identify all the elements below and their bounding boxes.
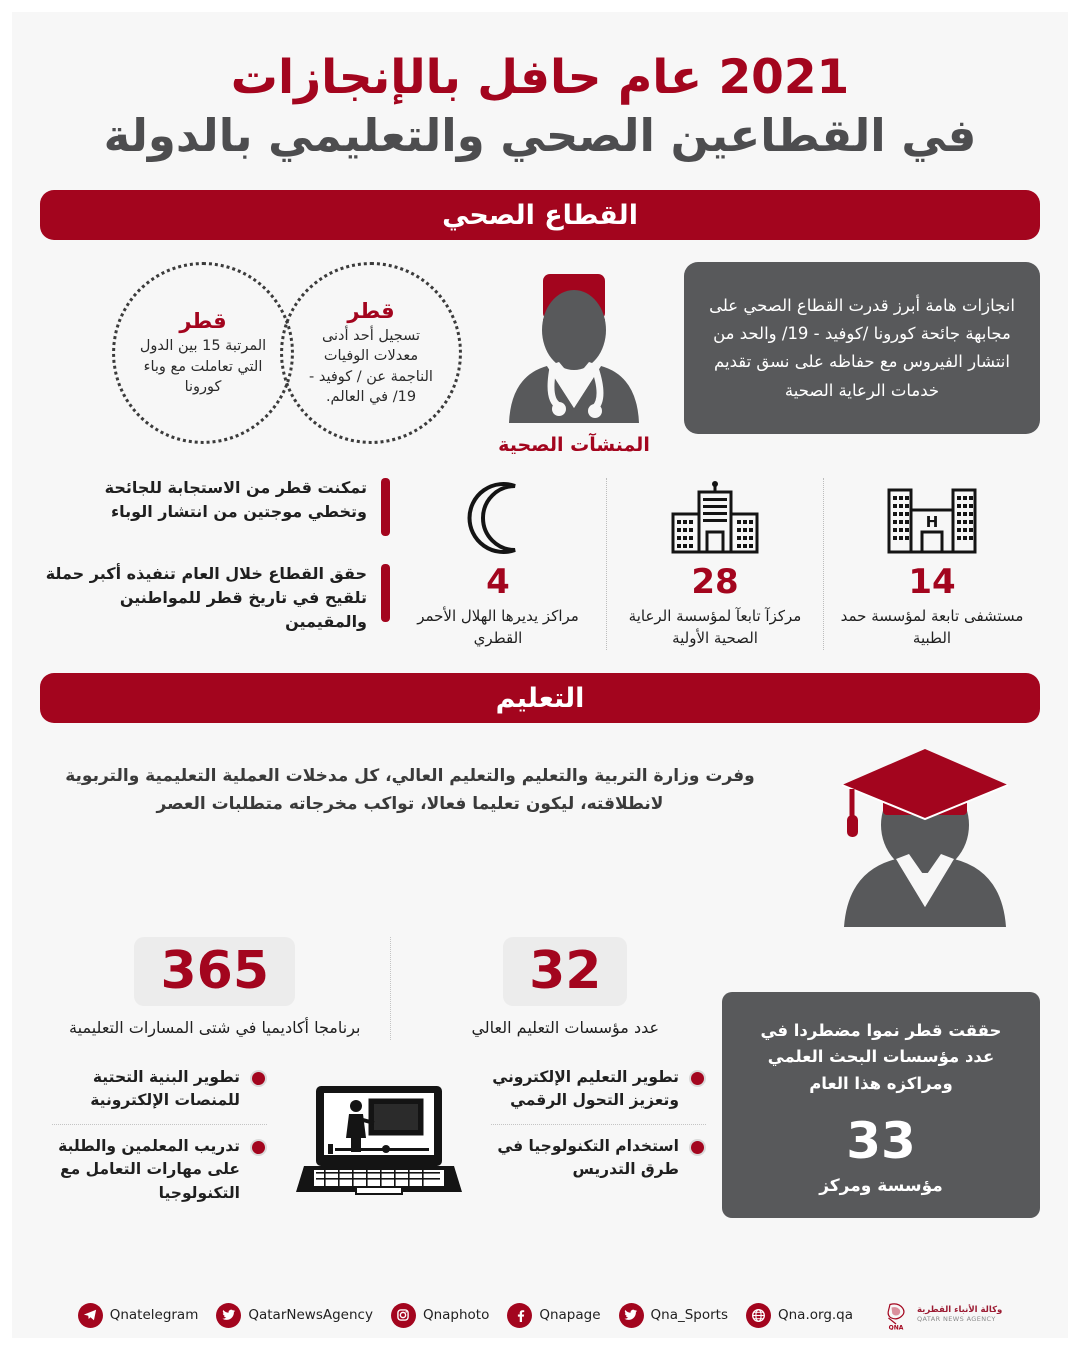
circle-title: قطر [179, 308, 227, 333]
health-info-text: انجازات هامة أبرز قدرت القطاع الصحي على مجابهة جائحة كورونا /كوفيد - 19/ والحد من انتشار الفيروس مع حفاظه على نسق تقديم خدمات الرعاية الصحية [709, 295, 1015, 400]
education-bullet-l1 [52, 1124, 267, 1217]
doctor-icon [489, 268, 659, 428]
health-bullet-text: تمكنت قطر من الاستجابة للجائحة وتخطي موجتين من انتشار الوباء [104, 478, 367, 522]
elearning-laptop-block [279, 1056, 479, 1217]
health-circle-0 [280, 262, 462, 444]
bullet-bar-icon [381, 478, 390, 536]
twitter-icon [216, 1303, 241, 1328]
health-info-box [684, 262, 1040, 434]
title-line-2: في القطاعين الصحي والتعليمي بالدولة [103, 109, 977, 163]
research-box-number: 33 [846, 1111, 916, 1170]
title-line-1: 2021 عام حافل بالإنجازات [230, 50, 850, 105]
education-bullets [40, 1056, 722, 1217]
qna-logo-arabic: وكالة الأنباء القطرية [917, 1305, 1003, 1316]
health-center-building-icon [621, 478, 809, 556]
health-bullet-0 [40, 476, 390, 536]
research-institutions-box [722, 992, 1040, 1218]
education-stat-label: برنامجا أكاديميا في شتى المسارات التعليمية [69, 1017, 361, 1037]
education-banner-label: التعليم [495, 682, 585, 714]
svg-text:H: H [925, 513, 939, 532]
education-section-banner [40, 673, 1040, 723]
footer-social-bar [12, 1300, 1068, 1330]
social-handle: Qnapage [539, 1307, 601, 1323]
facilities-stats [390, 472, 1040, 650]
social-handle: Qnatelegram [109, 1307, 199, 1323]
social-link-facebook[interactable] [507, 1303, 600, 1328]
facility-label: مستشفى تابعة لمؤسسة حمد الطبية [840, 607, 1024, 648]
qna-falcon-mark-icon [881, 1300, 911, 1330]
social-link-website[interactable] [746, 1303, 853, 1328]
facility-stat-1 [606, 478, 823, 650]
red-crescent-icon [404, 478, 592, 556]
health-bullet-text: حقق القطاع خلال العام تنفيذه أكبر حملة تلقيح في تاريخ قطر للمواطنين والمقيمين [45, 564, 367, 631]
health-banner-label: القطاع الصحي [442, 199, 638, 231]
health-circle-1 [112, 262, 294, 444]
education-bullet-text: استخدام التكنولوجيا في طرق التدريس [497, 1137, 679, 1179]
instagram-icon [391, 1303, 416, 1328]
facility-stat-2 [390, 478, 606, 650]
page-title [12, 12, 1068, 170]
facility-label: مركزآ تابعآ لمؤسسة الرعاية الصحية الأولية [628, 607, 802, 648]
education-intro-row [12, 723, 1068, 931]
graduate-figure-block [790, 737, 1040, 931]
education-bullets-left-col [40, 1056, 279, 1217]
circle-text: تسجيل أحد أدنى معدلات الوفيات الناجمة عن / كوفيد - 19/ في العالم. [309, 327, 433, 406]
qna-logo [881, 1300, 1002, 1330]
health-bullets [40, 472, 390, 659]
facility-number: 28 [691, 562, 739, 603]
social-handle: Qnaphoto [422, 1307, 490, 1323]
facility-number: 14 [908, 562, 956, 603]
education-bullet-text: تدريب المعلمين والطلبة على مهارات التعامل مع التكنولوجيا [58, 1137, 240, 1202]
education-stat-number: 365 [134, 937, 295, 1005]
education-bullet-r0 [491, 1056, 706, 1125]
globe-icon [746, 1303, 771, 1328]
health-circles-group [112, 262, 462, 444]
circle-text: المرتبة 15 بين الدول التي تعاملت مع وباء كورونا [139, 337, 267, 396]
graduate-icon [810, 737, 1040, 927]
facility-number: 4 [486, 562, 510, 603]
red-dot-icon [689, 1070, 706, 1087]
social-handle: Qna.org.qa [778, 1307, 854, 1323]
social-link-twitter-main[interactable] [216, 1303, 373, 1328]
facility-label: مراكز يديرها الهلال الأحمر القطري [417, 607, 579, 648]
laptop-icon [294, 1080, 464, 1200]
education-bullet-r1 [491, 1124, 706, 1194]
red-dot-icon [250, 1139, 267, 1156]
health-facilities-row [12, 456, 1068, 659]
red-dot-icon [250, 1070, 267, 1087]
bullet-bar-icon [381, 564, 390, 622]
education-stat-0 [390, 937, 741, 1039]
social-handle: QatarNewsAgency [248, 1307, 373, 1323]
social-link-twitter-sports[interactable] [619, 1303, 728, 1328]
health-section-banner [40, 190, 1040, 240]
research-box-unit: مؤسسة ومركز [819, 1175, 943, 1196]
twitter-icon [619, 1303, 644, 1328]
social-link-telegram[interactable] [78, 1303, 199, 1328]
health-top-row [12, 240, 1068, 456]
facility-stat-0 [823, 478, 1040, 650]
health-facilities-caption: المنشآت الصحية [498, 434, 650, 457]
education-stat-label: عدد مؤسسات التعليم العالي [471, 1017, 660, 1037]
education-bullets-right-col [479, 1056, 718, 1217]
qna-logo-english: QATAR NEWS AGENCY [917, 1315, 996, 1324]
education-bullet-text: تطوير البنية التحتية للمنصات الإلكترونية [90, 1067, 240, 1109]
research-box-text: حققت قطر نموا مضطردا في عدد مؤسسات البحث العلمي ومراكزه هذا العام [760, 1020, 1002, 1093]
education-stats-row [12, 931, 768, 1039]
social-link-instagram[interactable] [391, 1303, 489, 1328]
facebook-icon [507, 1303, 532, 1328]
education-bullet-l0 [52, 1056, 267, 1125]
education-stat-number: 32 [503, 937, 627, 1005]
education-intro-text: وفرت وزارة التربية والتعليم والتعليم العالي، كل مدخلات العملية التعليمية والتربوية لانطلاقته، ليكون تعليما فعالا، تواكب مخرجاته متطلبات العصر [65, 766, 755, 814]
social-handle: Qna_Sports [650, 1307, 728, 1323]
red-dot-icon [689, 1139, 706, 1156]
qna-mark-text: QNA [888, 1324, 904, 1330]
education-stat-1 [40, 937, 390, 1039]
circle-title: قطر [347, 298, 395, 323]
health-bullet-1 [40, 562, 390, 633]
hospital-building-icon [838, 478, 1026, 556]
education-bullet-text: تطوير التعليم الإلكتروني وتعزيز التحول الرقمي [492, 1067, 679, 1109]
doctor-figure-block [464, 262, 684, 456]
telegram-icon [78, 1303, 103, 1328]
